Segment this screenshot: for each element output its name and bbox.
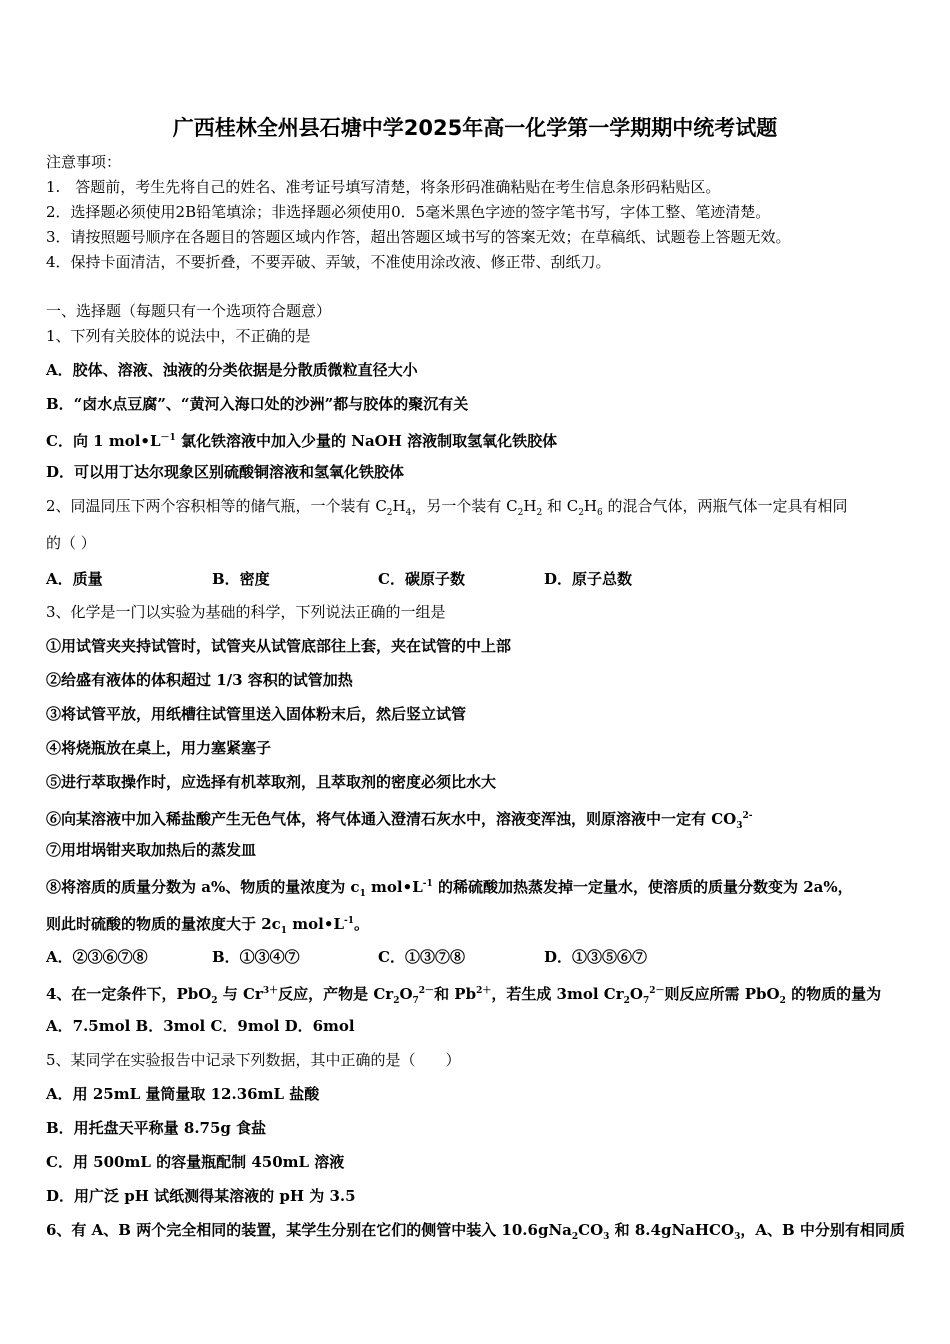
- q3-statement: ⑧将溶质的质量分数为 a%、物质的量浓度为 $c_1$ $mol•L^{-1}$ 的稀硫酸加热蒸发掉一定量水，使溶质的质量分数变为 2a%，: [46, 878, 853, 899]
- notice-item: 1. 答题前，考生先将自己的姓名、准考证号填写清楚，将条形码准确粘贴在考生信息条形码粘贴区。: [46, 178, 721, 196]
- q1-option-c: C．向 1 $mol•L^{-1}$ 氯化铁溶液中加入少量的 NaOH 溶液制取氢氧化铁胶体: [46, 432, 558, 450]
- q5-option-b: B．用托盘天平称量 8.75g 食盐: [46, 1119, 267, 1137]
- q2-stem: 2、同温同压下两个容积相等的储气瓶，一个装有 $C_2H_4$，另一个装有 $C_2H_2$ 和 $C_2H_6$ 的混合气体，两瓶气体一定具有相同: [46, 497, 848, 518]
- q3-option-c: C．①③⑦⑧: [378, 948, 465, 966]
- q4-stem: 4、在一定条件下，PbO$_2$ 与 $Cr^{3+}$反应，产物是 $Cr_2O_7^{2-}$和 $Pb^{2+}$，若生成 3mol $Cr_2O_7^{2-}$则反应所需 PbO$_2$ 的物质的量为: [46, 985, 882, 1006]
- notice-item: 3．请按照题号顺序在各题目的答题区域内作答，超出答题区域书写的答案无效；在草稿纸、试题卷上答题无效。: [46, 228, 791, 246]
- q3-statement: ①用试管夹夹持试管时，试管夹从试管底部往上套，夹在试管的中上部: [46, 637, 512, 655]
- q2-option-d: D．原子总数: [544, 570, 633, 588]
- exam-title: 广西桂林全州县石塘中学2025年高一化学第一学期期中统考试题: [172, 116, 778, 140]
- q6-stem: 6、有 A、B 两个完全相同的装置，某学生分别在它们的侧管中装入 $10.6gNa_2CO_3$ 和 8.4gNaHCO$_3$，A、B 中分别有相同质: [46, 1221, 905, 1242]
- q3-options: [46, 946, 710, 967]
- q1-stem: 1、下列有关胶体的说法中，不正确的是: [46, 327, 311, 345]
- notice-heading: 注意事项：: [46, 153, 122, 171]
- q1-option-a: A．胶体、溶液、浊液的分类依据是分散质微粒直径大小: [46, 361, 418, 379]
- q3-option-a: A．②③⑥⑦⑧: [46, 948, 148, 966]
- q1-option-b: B．“卤水点豆腐”、“黄河入海口处的沙洲”都与胶体的聚沉有关: [46, 395, 469, 413]
- notice-item: 4．保持卡面清洁，不要折叠，不要弄破、弄皱，不准使用涂改液、修正带、刮纸刀。: [46, 253, 611, 271]
- q3-statement: ④将烧瓶放在桌上，用力塞紧塞子: [46, 739, 272, 757]
- q2-option-a: A．质量: [46, 570, 103, 588]
- q3-statement-cont: 则此时硫酸的物质的量浓度大于 $2c_1$ $mol•L^{-1}$。: [46, 915, 370, 936]
- q5-option-a: A．用 25mL 量筒量取 12.36mL 盐酸: [46, 1085, 320, 1103]
- q3-statement: ②给盛有液体的体积超过 1/3 容积的试管加热: [46, 671, 353, 689]
- q3-option-d: D．①③⑤⑥⑦: [544, 948, 648, 966]
- q3-statement: ⑤进行萃取操作时，应选择有机萃取剂，且萃取剂的密度必须比水大: [46, 773, 497, 791]
- q3-statement: ⑥向某溶液中加入稀盐酸产生无色气体，将气体通入澄清石灰水中，溶液变浑浊，则原溶液中一定有 $CO_3^{2-}$: [46, 810, 753, 831]
- q2-stem-cont: 的（ ）: [46, 534, 96, 552]
- q3-statement: ⑦用坩埚钳夹取加热后的蒸发皿: [46, 841, 257, 859]
- q5-option-d: D．用广泛 pH 试纸测得某溶液的 pH 为 3.5: [46, 1187, 356, 1205]
- q2-option-b: B．密度: [212, 570, 270, 588]
- q2-option-c: C．碳原子数: [378, 570, 465, 588]
- q2-options: [46, 568, 710, 589]
- q4-options: A．7.5mol B．3mol C．9mol D．6mol: [46, 1017, 355, 1035]
- q3-statement: ③将试管平放，用纸槽往试管里送入固体粉末后，然后竖立试管: [46, 705, 467, 723]
- section-heading: 一、选择题（每题只有一个选项符合题意）: [46, 302, 332, 320]
- q3-stem: 3、化学是一门以实验为基础的科学，下列说法正确的一组是: [46, 603, 446, 621]
- q5-stem: 5、某同学在实验报告中记录下列数据，其中正确的是（ ）: [46, 1051, 461, 1069]
- q5-option-c: C．用 500mL 的容量瓶配制 450mL 溶液: [46, 1153, 345, 1171]
- q1-option-d: D．可以用丁达尔现象区别硫酸铜溶液和氢氧化铁胶体: [46, 463, 405, 481]
- notice-item: 2．选择题必须使用2B铅笔填涂；非选择题必须使用0．5毫米黑色字迹的签字笔书写，字体工整、笔迹清楚。: [46, 203, 771, 221]
- q3-option-b: B．①③④⑦: [212, 948, 300, 966]
